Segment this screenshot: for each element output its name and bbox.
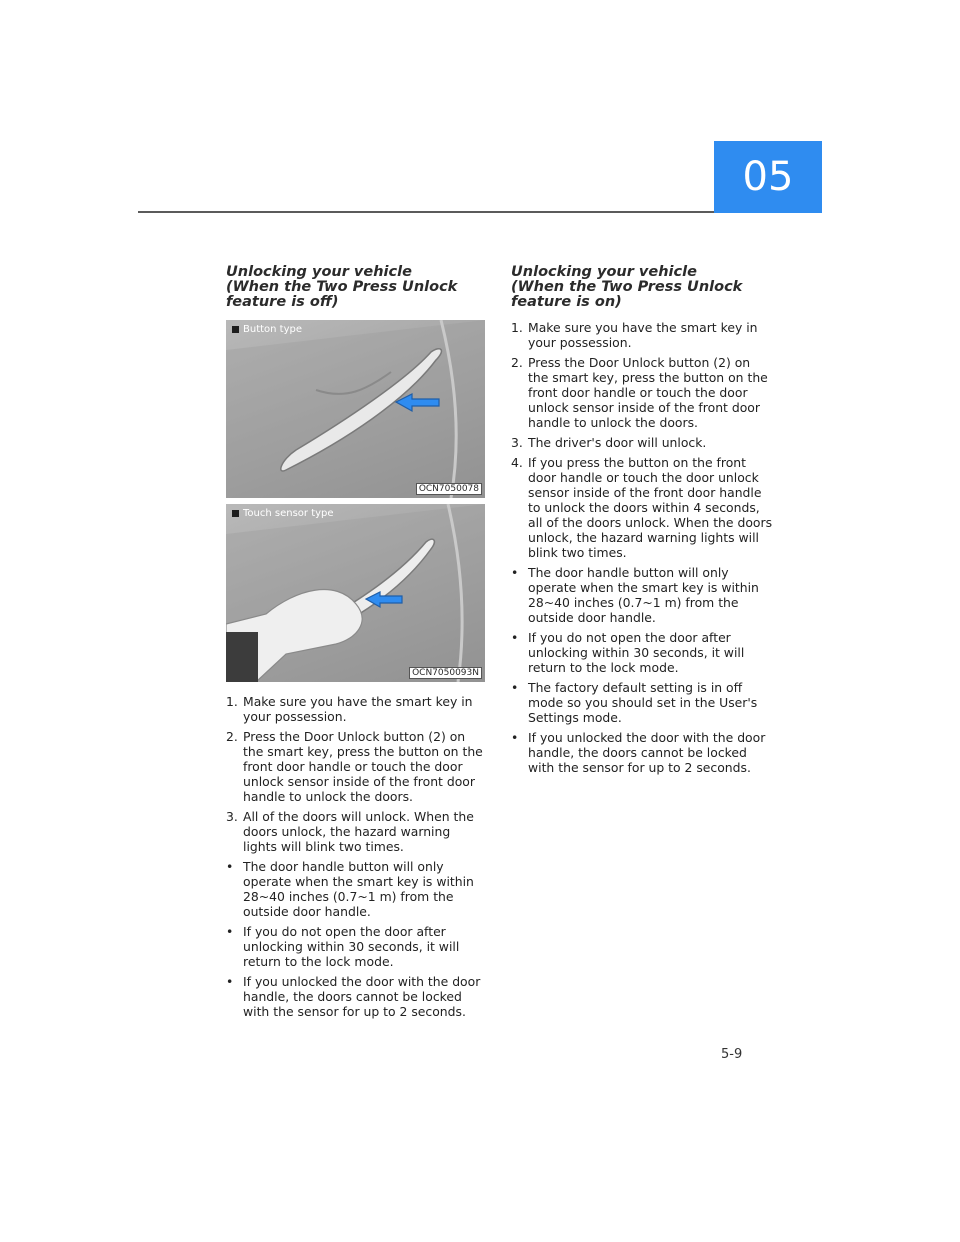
list-item: • The door handle button will only operate when the smart key is within 28~40 inches (0.7~1 m) from the outside door handle. xyxy=(511,565,759,625)
right-column xyxy=(511,265,773,780)
list-item: 4. If you press the button on the front door handle or touch the door unlock sensor inside of the front door handle to unlock the doors within 4 seconds, all of the doors unlock. When the doors unlock, the hazard warning lights will blink two times. xyxy=(511,455,773,560)
caption-square-icon xyxy=(232,326,239,333)
list-item: 3. All of the doors will unlock. When the doors unlock, the hazard warning lights will blink two times. xyxy=(226,809,474,854)
list-item: • The factory default setting is in off mode so you should set in the User's Settings mode. xyxy=(511,680,758,725)
figure-code: OCN7050093N xyxy=(409,667,482,679)
figure-code: OCN7050078 xyxy=(416,483,482,495)
list-item: 2. Press the Door Unlock button (2) on the smart key, press the button on the front door handle or touch the door unlock sensor inside of the front door handle to unlock the doors. xyxy=(226,729,483,804)
section-title-on-text: Unlocking your vehicle (When the Two Press Unlock feature is on) xyxy=(511,264,743,310)
list-item: 3. The driver's door will unlock. xyxy=(511,435,707,450)
figure-caption xyxy=(232,508,334,519)
chapter-number: 05 xyxy=(742,154,794,200)
left-column xyxy=(226,265,486,1024)
figure-button-type xyxy=(226,320,485,498)
page-number: 5-9 xyxy=(721,1047,743,1062)
bullets-list xyxy=(511,565,773,775)
figure-caption xyxy=(232,324,302,335)
list-item: • If you unlocked the door with the door handle, the doors cannot be locked with the sensor for up to 2 seconds. xyxy=(226,974,481,1019)
section-title-on xyxy=(511,265,773,310)
list-item: • If you do not open the door after unlocking within 30 seconds, it will return to the lock mode. xyxy=(511,630,745,675)
caption-text: Touch sensor type xyxy=(243,508,334,519)
list-item: • If you do not open the door after unlocking within 30 seconds, it will return to the lock mode. xyxy=(226,924,460,969)
list-item: 1. Make sure you have the smart key in your possession. xyxy=(511,320,758,350)
door-handle-button-illustration xyxy=(226,320,485,498)
figure-touch-sensor-type xyxy=(226,504,485,682)
caption-square-icon xyxy=(232,510,239,517)
list-item: 2. Press the Door Unlock button (2) on the smart key, press the button on the front door handle or touch the door unlock sensor inside of the front door handle to unlock the doors. xyxy=(511,355,768,430)
chapter-tab xyxy=(714,141,822,213)
header-rule xyxy=(138,211,714,213)
list-item: • If you unlocked the door with the door handle, the doors cannot be locked with the sensor for up to 2 seconds. xyxy=(511,730,766,775)
caption-text: Button type xyxy=(243,324,303,335)
list-item: • The door handle button will only operate when the smart key is within 28~40 inches (0.7~1 m) from the outside door handle. xyxy=(226,859,474,919)
steps-list xyxy=(226,694,486,854)
steps-list xyxy=(511,320,773,560)
section-title-off-text: Unlocking your vehicle (When the Two Press Unlock feature is off) xyxy=(226,264,458,310)
list-item: 1. Make sure you have the smart key in your possession. xyxy=(226,694,473,724)
section-title-off xyxy=(226,265,486,310)
door-handle-touch-illustration xyxy=(226,504,485,682)
bullets-list xyxy=(226,859,486,1019)
